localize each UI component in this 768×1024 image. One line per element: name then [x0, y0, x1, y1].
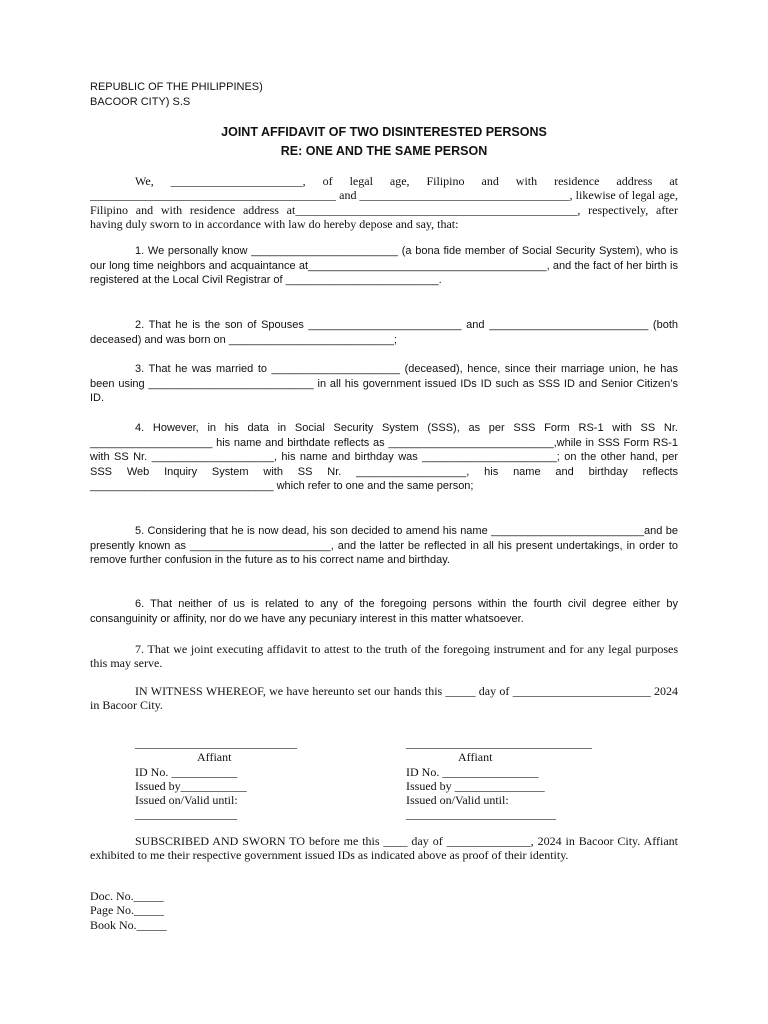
venue-country: REPUBLIC OF THE PHILIPPINES) — [90, 81, 263, 93]
witness-clause: IN WITNESS WHEREOF, we have hereunto set our hands this _____ day of _______________________ 2024 in Bacoor City. — [90, 684, 678, 713]
paragraph-2: 2. That he is the son of Spouses _________________________ and __________________________ (both deceased) and was born on ___________________________; — [90, 319, 678, 346]
paragraph-7: 7. That we joint executing affidavit to attest to the truth of the foregoing instrument and for any legal purposes this may serve. — [90, 642, 678, 671]
page-number: Page No._____ — [90, 903, 164, 918]
affiant-label: Affiant — [458, 750, 493, 765]
issued-by-field: Issued by _______________ — [406, 778, 545, 793]
signature-line: ___________________________ — [135, 736, 297, 750]
signature-block-left — [135, 736, 297, 822]
signature-line: _______________________________ — [406, 736, 592, 750]
doc-number: Doc. No._____ — [90, 889, 164, 903]
jurat-clause: SUBSCRIBED AND SWORN TO before me this ____ day of ______________, 2024 in Bacoor City. Affiant exhibited to me their respective government issued IDs as indicated above as proof of their identity. — [90, 834, 678, 863]
paragraph-5: 5. Considering that he is now dead, his son decided to amend his name _________________________and be presently known as _______________________, and the latter be reflected in all his present undertakings, in order to remove further confusion in the future as to his correct name and birthday. — [90, 525, 678, 567]
venue-city: BACOOR CITY) S.S — [90, 95, 191, 108]
paragraph-4: 4. However, in his data in Social Security System (SSS), as per SSS Form RS-1 with SS Nr. ____________________ his name and birthdate reflects as ___________________________,while in SSS Form RS-1 with SS Nr. ____________________, his name and birthday was ______________________; on the other hand, per SSS Web Inquiry System with SS Nr. __________________, his name and birthday reflects ______________________________ which refer to one and the same person; — [90, 422, 678, 493]
notarial-register — [90, 889, 678, 932]
issued-by-field: Issued by___________ — [135, 778, 247, 793]
venue-header — [90, 80, 678, 109]
paragraph-6: 6. That neither of us is related to any of the foregoing persons within the fourth civil degree either by consanguinity or affinity, nor do we have any pecuniary interest in this matter whatsoever. — [90, 598, 678, 625]
paragraph-1: 1. We personally know ________________________ (a bona fide member of Social Security System), who is our long time neighbors and acquaintance at_______________________________________, and the fact of her birth is registered at the Local Civil Registrar of _________________________. — [90, 245, 678, 287]
signature-block-right — [406, 736, 592, 822]
title-line-1: JOINT AFFIDAVIT OF TWO DISINTERESTED PERSONS — [221, 125, 547, 139]
id-number-field: ID No. ________________ — [406, 764, 539, 779]
intro-paragraph: We, ______________________, of legal age, Filipino and with residence address at _________________________________________ and ___________________________________, likewise of legal age, Filipino and with residence address at_______________________________________________, respectively, after having duly sworn to in accordance with law do hereby depose and say, that: — [90, 174, 678, 231]
title-line-2: RE: ONE AND THE SAME PERSON — [280, 144, 488, 158]
book-number: Book No._____ — [90, 917, 167, 932]
issued-on-field: Issued on/Valid until: — [406, 793, 509, 808]
document-title — [90, 123, 678, 161]
issued-on-blank: _________________________ — [406, 807, 556, 822]
paragraph-3: 3. That he was married to _____________________ (deceased), hence, since their marriage union, he has been using ___________________________ in all his government issued IDs ID such as SSS ID and Senior Citizen’s ID. — [90, 363, 678, 405]
id-number-field: ID No. ___________ — [135, 764, 238, 779]
issued-on-blank: _________________ — [135, 807, 237, 822]
affiant-label: Affiant — [197, 750, 232, 765]
issued-on-field: Issued on/Valid until: — [135, 793, 238, 808]
